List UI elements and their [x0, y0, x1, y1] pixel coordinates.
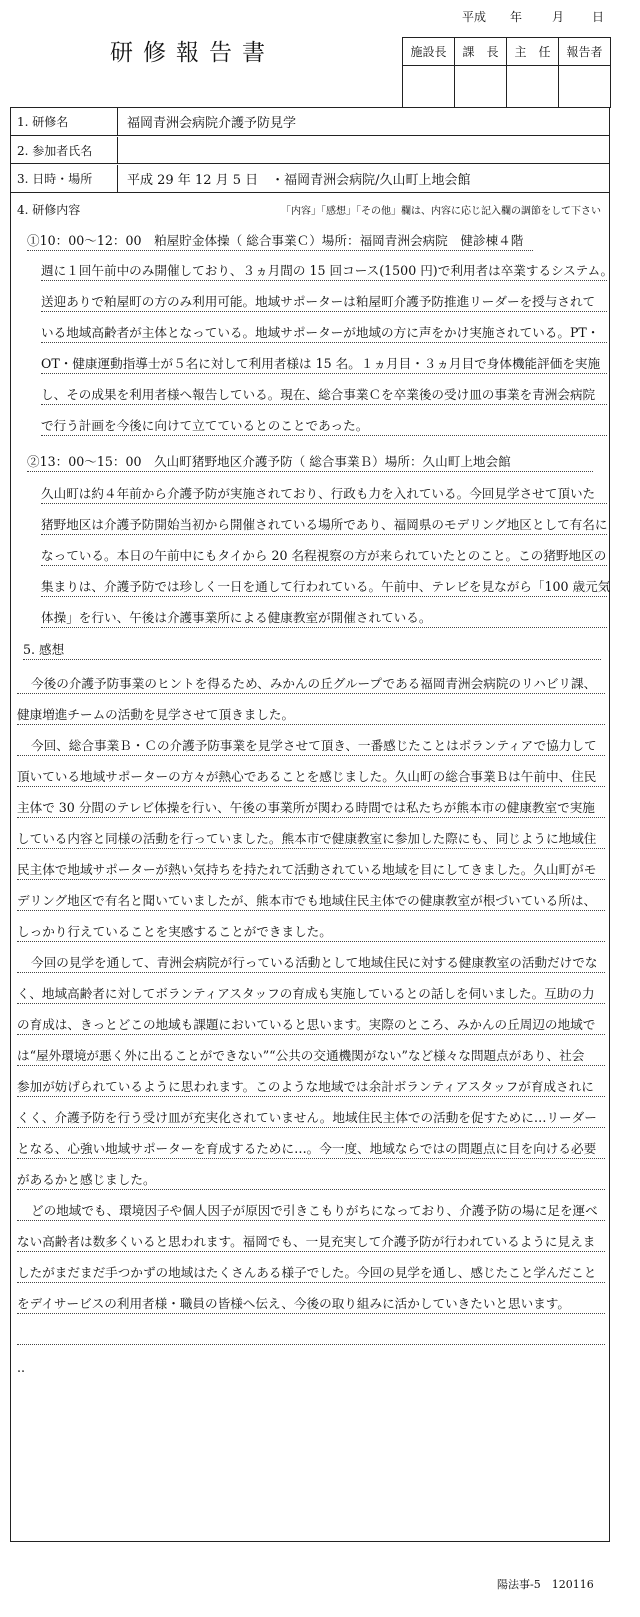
- impression-line: となる、心強い地域サポーターを育成するために…。今一度、地域ならではの問題点に目を向ける必要: [17, 1139, 605, 1159]
- stamp-box-supervisor[interactable]: [507, 66, 559, 108]
- content-line: OT・健康運動指導士が５名に対して利用者様は 15 名。１ヵ月目・３ヵ月目で身体機能評価を実施: [41, 354, 607, 374]
- report-form: [10, 107, 614, 1542]
- content-line: 集まりは、介護予防では珍しく一日を通して行われている。午前中、テレビを見ながら「100 歳元気: [41, 577, 607, 597]
- impression-line: くく、介護予防を行う受け皿が充実化されていません。地域住民主体での活動を促すために…リーダー: [17, 1108, 605, 1128]
- content-line: 体操」を行い、午後は介護事業所による健康教室が開催されている。: [41, 608, 607, 628]
- content-line: 久山町は約４年前から介護予防が実施されており、行政も力を入れている。今回見学させて頂いた: [41, 484, 607, 504]
- content-line: ①10：00〜12：00 粕屋貯金体操（ 総合事業Ｃ）場所：福岡青洲会病院 健診棟４階: [27, 231, 533, 251]
- impression-line: ない高齢者は数多くいると思われます。福岡でも、一見充実して介護予防が行われているように見えま: [17, 1232, 605, 1252]
- field-datetime-place: [11, 165, 609, 193]
- impression-line: は“屋外環境が悪く外に出ることができない”“公共の交通機関がない”など様々な問題点があり、社会: [17, 1046, 605, 1066]
- report-date: [462, 8, 604, 25]
- impression-line: 今回の見学を通して、青洲会病院が行っている活動として地域住民に対する健康教室の活動だけでな: [17, 953, 605, 973]
- impression-line: 民主体で地域サポーターが熱い気持ちを持たれて活動されている地域を目にしてきました。久山町がモ: [17, 860, 605, 880]
- content-line: 猪野地区は介護予防開始当初から開催されている場所であり、福岡県のモデリング地区として有名に: [41, 515, 607, 535]
- section5-heading: 5. 感想: [23, 640, 601, 660]
- stamp-box-director[interactable]: [403, 66, 455, 108]
- impression-line: 頂いている地域サポーターの方々が熱心であることを感じました。久山町の総合事業Ｂは午前中、住民: [17, 767, 605, 787]
- datetime-label: 3. 日時・場所: [11, 165, 118, 192]
- impression-line: したがまだまだ手つかずの地域はたくさんある様子でした。今回の見学を通し、感じたこと学んだこと: [17, 1263, 605, 1283]
- impression-line: デリング地区で有名と聞いていましたが、熊本市でも地域住民主体での健康教室が根づいている所は、: [17, 891, 605, 911]
- datetime-value[interactable]: 平成 29 年 12 月 5 日 ・福岡青洲会病院/久山町上地会館: [127, 173, 471, 188]
- content-line: ②13：00〜15：00 久山町猪野地区介護予防（ 総合事業Ｂ）場所：久山町上地会館: [27, 452, 593, 472]
- impression-line: しっかり行えていることを実感することができました。: [17, 922, 605, 942]
- training-name-value[interactable]: 福岡青洲会病院介護予防見学: [127, 116, 297, 131]
- participant-label: 2. 参加者氏名: [11, 137, 118, 163]
- stamp-box-section-chief[interactable]: [455, 66, 507, 108]
- form-code: 陽法事-5 120116: [497, 1578, 594, 1591]
- impression-line[interactable]: [17, 1325, 605, 1345]
- impression-line: をデイサービスの利用者様・職員の皆様へ伝え、今後の取り組みに活かしていきたいと思います。: [17, 1294, 605, 1314]
- impression-line: している内容と同様の活動を行っていました。熊本市で健康教室に参加した際にも、同じように地域住: [17, 829, 605, 849]
- field-training-name: [11, 108, 609, 136]
- section4-note: 「内容」「感想」「その他」欄は、内容に応じ記入欄の調節をして下さい: [281, 206, 601, 217]
- content-line: 送迎ありで粕屋町の方のみ利用可能。地域サポーターは粕屋町介護予防推進リーダーを授与されて: [41, 292, 607, 312]
- field-participant: [11, 137, 609, 164]
- impression-line: の育成は、きっとどこの地域も課題においていると思います。実際のところ、みかんの丘周辺の地域で: [17, 1015, 605, 1035]
- content-line: いる地域高齢者が主体となっている。地域サポーターが地域の方に声をかけ実施されている。PT・: [41, 323, 607, 343]
- content-line: 週に１回午前中のみ開催しており、３ヵ月間の 15 回コース(1500 円)で利用者は卒業するシステム。: [41, 261, 607, 281]
- approval-stamp-table: [402, 37, 611, 108]
- date-month: 月: [552, 10, 565, 24]
- impression-line: どの地域でも、環境因子や個人因子が原因で引きこもりがちになっており、介護予防の場に足を運べ: [17, 1201, 605, 1221]
- stamp-label-reporter: 報告者: [559, 38, 611, 66]
- impression-line: 主体で 30 分間のテレビ体操を行い、午後の事業所が関わる時間では私たちが熊本市の健康教室で実施: [17, 798, 605, 818]
- impression-line: 今回、総合事業Ｂ・Ｃの介護予防事業を見学させて頂き、一番感じたことはボランティアで協力して: [17, 736, 605, 756]
- training-name-label: 1. 研修名: [11, 108, 118, 135]
- impression-line: 今後の介護予防事業のヒントを得るため、みかんの丘グループである福岡青洲会病院のリハビリ課、: [17, 674, 605, 694]
- impression-line: 健康増進チームの活動を見学させて頂きました。: [17, 705, 605, 725]
- section4-heading: 4. 研修内容: [17, 203, 81, 217]
- stamp-label-section-chief: 課 長: [455, 38, 507, 66]
- date-era: 平成: [462, 10, 487, 24]
- impression-line[interactable]: ..: [17, 1360, 26, 1375]
- impression-line: く、地域高齢者に対してボランティアスタッフの育成も実施しているとの話しを伺いました。互助の力: [17, 984, 605, 1004]
- stamp-label-director: 施設長: [403, 38, 455, 66]
- stamp-label-supervisor: 主 任: [507, 38, 559, 66]
- content-line: で行う計画を今後に向けて立てているとのことであった。: [41, 416, 607, 436]
- content-line: なっている。本日の午前中にもタイから 20 名程視察の方が来られていたとのこと。この猪野地区の: [41, 546, 607, 566]
- content-line: し、その成果を利用者様へ報告している。現在、総合事業Ｃを卒業後の受け皿の事業を青洲会病院: [41, 385, 607, 405]
- impression-line: があるかと感じました。: [17, 1170, 605, 1190]
- stamp-box-reporter[interactable]: [559, 66, 611, 108]
- date-year: 年: [510, 10, 523, 24]
- page-title: 研修報告書: [110, 40, 275, 66]
- impression-line: 参加が妨げられているように思われます。このような地域では余計ボランティアスタッフが育成されに: [17, 1077, 605, 1097]
- date-day: 日: [592, 10, 605, 24]
